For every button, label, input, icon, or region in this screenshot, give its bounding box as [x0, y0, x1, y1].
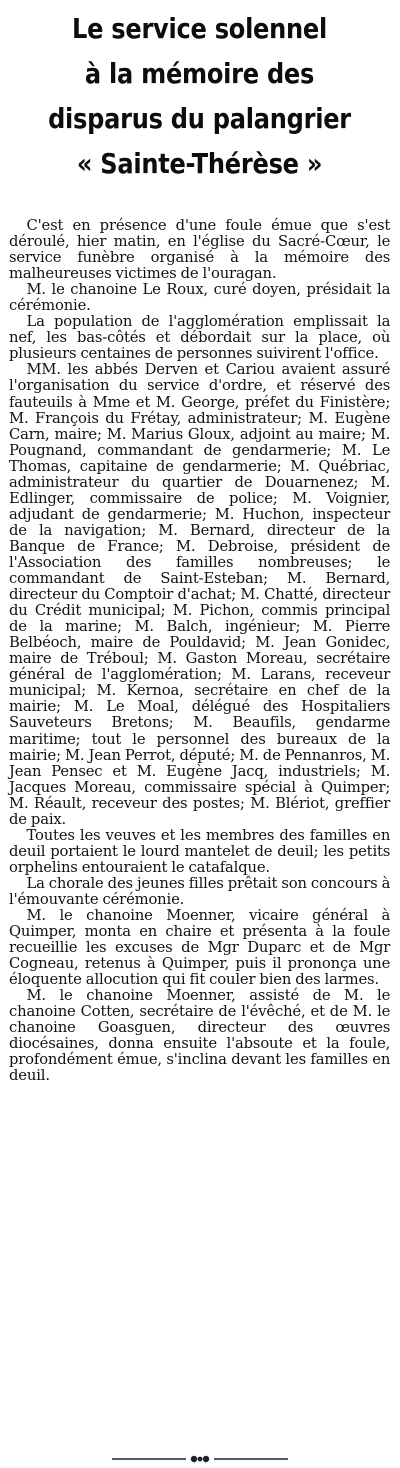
headline-line: à la mémoire des [84, 57, 315, 90]
headline-line: Le service solennel [72, 12, 327, 45]
article-paragraph: C'est en présence d'une foule émue que s'est déroulé, hier matin, en l'église du Sacré-Cœur, le service funèbre organisé à la mémoire des malheureuses victimes de l'ouragan. [9, 216, 391, 283]
article-paragraph: Toutes les veuves et les membres des familles en deuil portaient le lourd mantelet de deuil; les petits orphelins entouraient le catafalque. [9, 825, 391, 876]
article-body [9, 217, 390, 1084]
headline-line: disparus du palangrier [48, 102, 351, 135]
headline-line: « Sainte-Thérèse » [76, 147, 323, 180]
article-paragraph: La chorale des jeunes filles prêtait son concours à l'émouvante cérémonie. [9, 873, 391, 908]
article-paragraph: MM. les abbés Derven et Cariou avaient assuré l'organisation du service d'ordre, et réservé des fauteuils à Mme et M. George, préfet du Finistère; M. François du Frétay, administrateur; M. Eugène Carn, maire; M. Marius Gloux, adjoint au maire; M. Pougnand, commandant de gendarmerie; M. Le Thomas, capitaine de gendarmerie; M. Québriac, administrateur du quartier de Douarnenez; M. Edlinger, commissaire de police; M. Voignier, adjudant de gendarmerie; M. Huchon, inspecteur de la navigation; M. Bernard, directeur de la Banque de France; M. Debroise, président de l'Association des familles nombreuses; le commandant de Saint-Esteban; M. Bernard, directeur du Comptoir d'achat; M. Chatté, directeur du Crédit municipal; M. Pichon, commis principal de la marine; M. Balch, ingénieur; M. Pierre Belbéoch, maire de Pouldavid; M. Jean Gonidec, maire de Tréboul; M. Gaston Moreau, secrétaire général de l'agglomération; M. Larans, receveur municipal; M. Kernoa, secrétaire en chef de la mairie; M. Le Moal, délégué des Hospitaliers Sauveteurs Bretons; M. Beaufils, gendarme maritime; tout le personnel des bureaux de la mairie; M. Jean Perrot, député; M. de Pennanros, M. Jean Pensec et M. Eugène Jacq, industriels; M. Jacques Moreau, commissaire spécial à Quimper; M. Réault, receveur des postes; M. Blériot, greffier de paix. [9, 360, 391, 828]
article-headline [36, 6, 364, 186]
article-paragraph: M. le chanoine Moenner, assisté de M. le chanoine Cotten, secrétaire de l'évêché, et de M. le chanoine Goasguen, directeur des œuvres diocésaines, donna ensuite l'absoute et la foule, profondément émue, s'inclina devant les familles en deuil. [9, 986, 391, 1085]
article-paragraph: M. le chanoine Le Roux, curé doyen, présidait la cérémonie. [9, 280, 391, 315]
article-paragraph: M. le chanoine Moenner, vicaire général à Quimper, monta en chaire et présenta à la foule recueillie les excuses de Mgr Duparc et de Mgr Cogneau, retenus à Quimper, puis il prononça une éloquente allocution qui fit couler bien des larmes. [9, 906, 391, 989]
end-ornament [0, 1452, 400, 1466]
article-paragraph: La population de l'agglomération emplissait la nef, les bas-côtés et débordait sur la place, où plusieurs centaines de personnes suivirent l'office. [9, 312, 391, 363]
